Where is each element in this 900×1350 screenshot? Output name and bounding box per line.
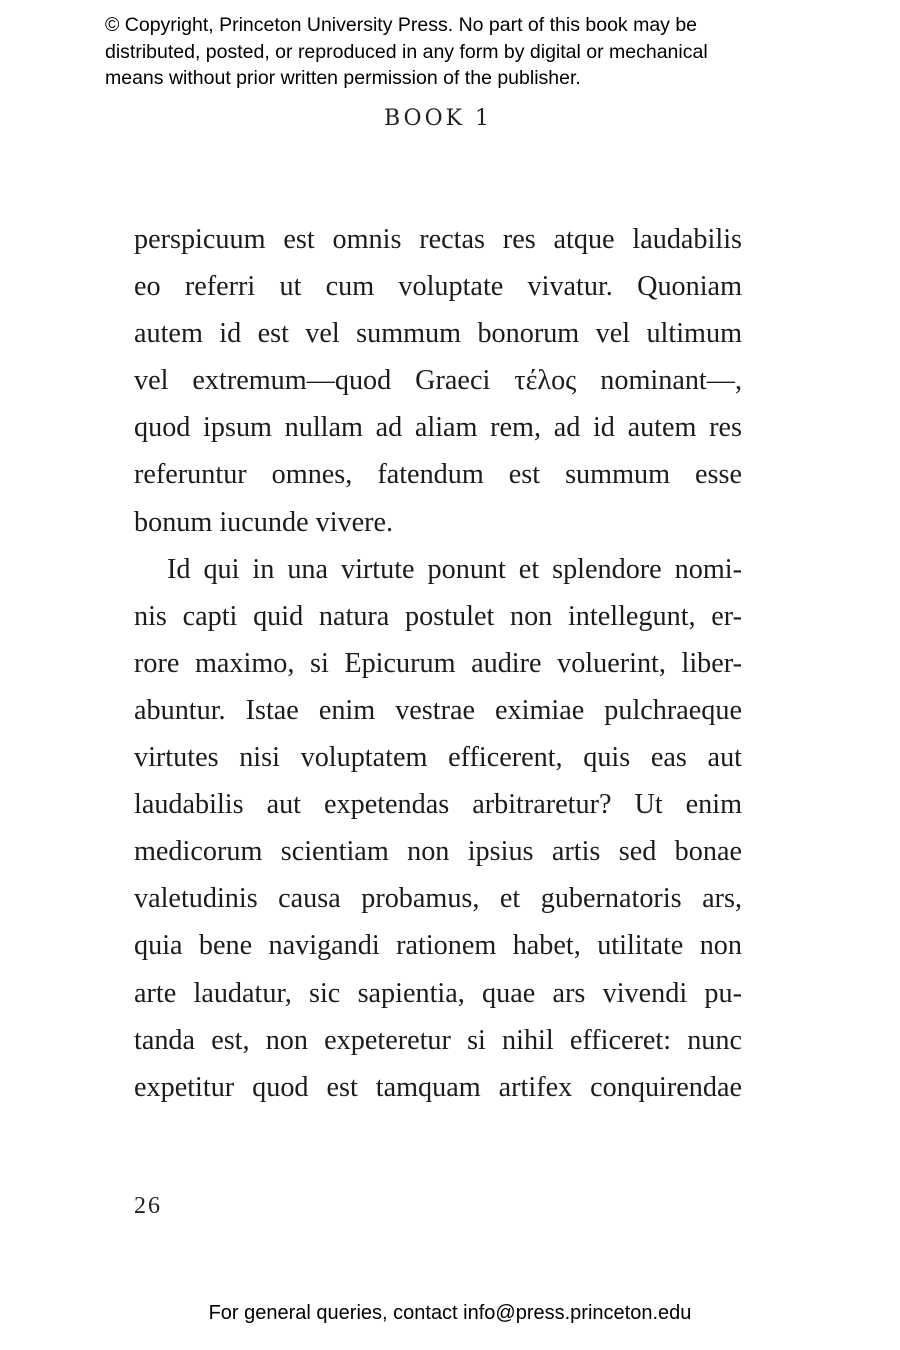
text-line: referuntur omnes, fatendum est summum esse [134, 459, 742, 491]
text-line: Id qui in una virtute ponunt et splendore nomi- [167, 553, 742, 585]
copyright-line: distributed, posted, or reproduced in any form by digital or mechanical [105, 40, 708, 63]
text-line: expetitur quod est tamquam artifex conquirendae [134, 1071, 742, 1103]
body-text [134, 216, 742, 1111]
text-line: laudabilis aut expetendas arbitraretur? Ut enim [134, 789, 742, 821]
text-line: quia bene navigandi rationem habet, utilitate non [134, 930, 742, 962]
text-line: nis capti quid natura postulet non intellegunt, er- [134, 600, 742, 632]
copyright-line: © Copyright, Princeton University Press. No part of this book may be [105, 14, 698, 36]
paragraph [134, 546, 742, 1111]
text-line: tanda est, non expeteretur si nihil efficeret: nunc [134, 1024, 742, 1056]
text-line: virtutes nisi voluptatem efficerent, quis eas aut [134, 742, 742, 774]
copyright-line: means without prior written permission of the publisher. [105, 67, 581, 89]
text-line: bonum iucunde vivere. [134, 506, 394, 538]
text-line: abuntur. Istae enim vestrae eximiae pulchraeque [134, 694, 742, 726]
text-line: eo referri ut cum voluptate vivatur. Quoniam [134, 271, 742, 303]
copyright-notice [105, 12, 825, 92]
running-head: BOOK 1 [383, 106, 493, 131]
paragraph [134, 216, 742, 546]
text-line: quod ipsum nullam ad aliam rem, ad id autem res [134, 412, 742, 444]
page-number: 26 [134, 1193, 162, 1219]
text-line: vel extremum—quod Graeci τέλος nominant—, [134, 365, 742, 397]
text-line: rore maximo, si Epicurum audire voluerint, liber- [134, 647, 742, 679]
footer-contact: For general queries, contact info@press.princeton.edu [208, 1302, 692, 1324]
text-line: perspicuum est omnis rectas res atque laudabilis [134, 224, 742, 255]
text-line: valetudinis causa probamus, et gubernatoris ars, [134, 883, 742, 915]
text-line: arte laudatur, sic sapientia, quae ars vivendi pu- [134, 977, 742, 1009]
text-line: autem id est vel summum bonorum vel ultimum [134, 318, 742, 350]
text-line: medicorum scientiam non ipsius artis sed bonae [134, 836, 742, 868]
